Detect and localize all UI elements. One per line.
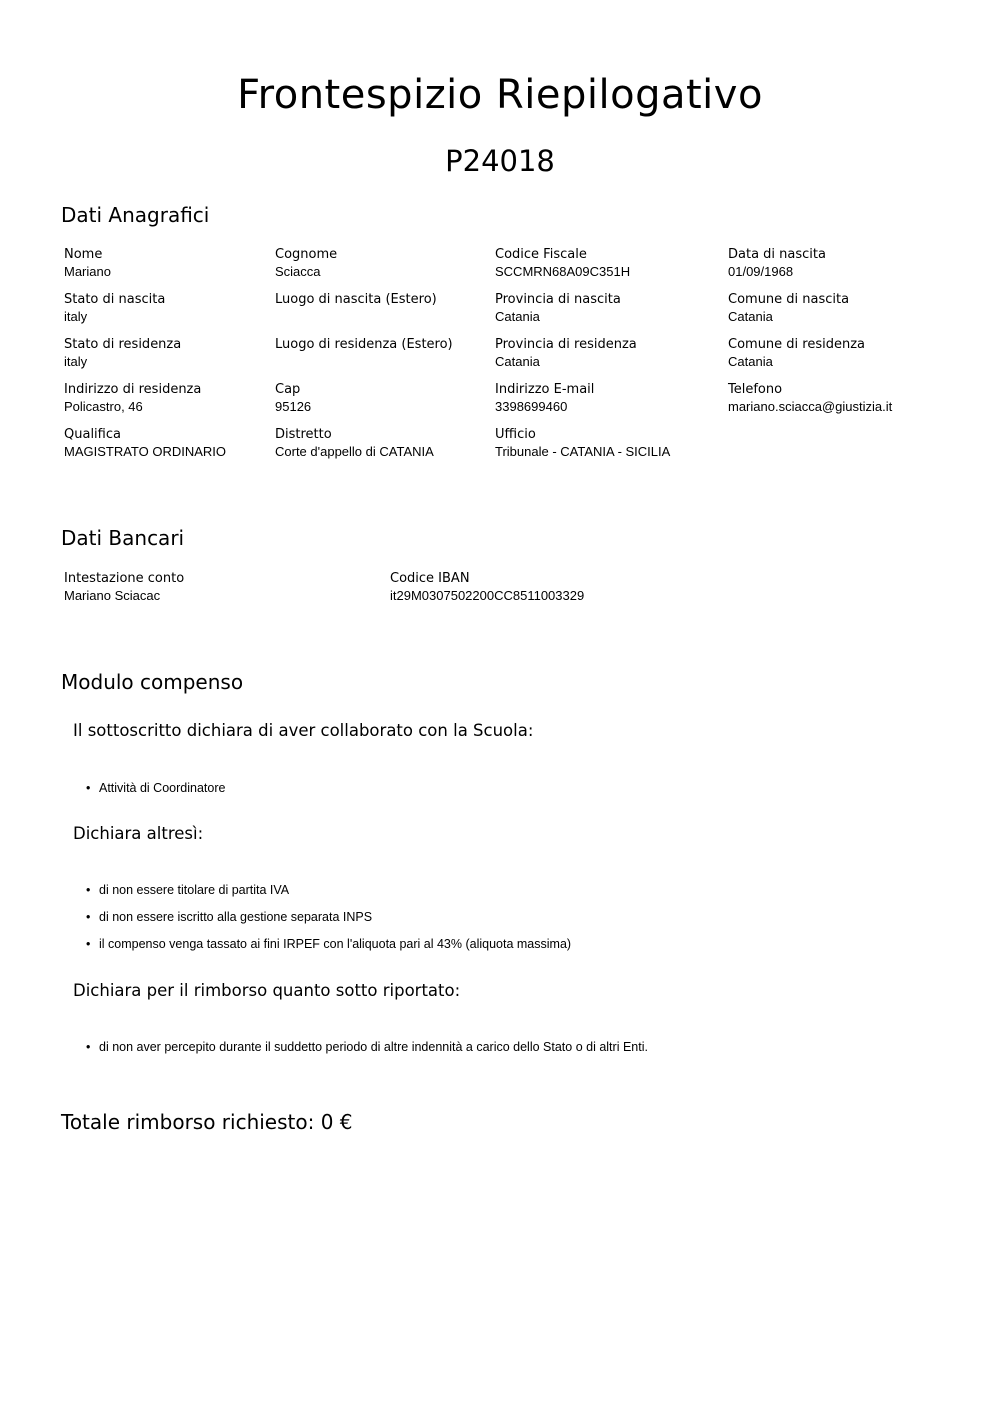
field-value: Sciacca — [275, 264, 321, 279]
field-label: Distretto — [275, 427, 332, 442]
field-label: Cap — [275, 382, 301, 397]
document-title: Frontespizio Riepilogativo — [237, 72, 763, 118]
field-qualifica — [64, 426, 226, 460]
field-email — [495, 381, 594, 415]
field-telefono — [728, 381, 892, 415]
list-item-text: di non essere iscritto alla gestione separata INPS — [99, 910, 373, 924]
rimborso-list — [86, 1039, 648, 1066]
field-label: Luogo di nascita (Estero) — [275, 292, 437, 307]
list-item — [86, 1039, 648, 1066]
field-label: Comune di nascita — [728, 292, 850, 307]
list-item-text: di non essere titolare di partita IVA — [99, 883, 290, 897]
section-title-bancari: Dati Bancari — [61, 526, 185, 550]
field-value: 95126 — [275, 399, 312, 414]
field-label: Cognome — [275, 247, 338, 262]
field-luogo-residenza-estero — [275, 336, 453, 353]
field-value: Catania — [495, 354, 540, 369]
field-label: Codice IBAN — [390, 571, 470, 586]
field-value: 3398699460 — [495, 399, 568, 414]
field-label: Intestazione conto — [64, 571, 185, 586]
field-label: Codice Fiscale — [495, 247, 587, 262]
field-stato-nascita — [64, 291, 165, 325]
field-value: Policastro, 46 — [64, 399, 143, 414]
field-label: Provincia di nascita — [495, 292, 621, 307]
bullet-icon: • — [86, 883, 91, 897]
list-item — [86, 780, 225, 807]
document-code: P24018 — [445, 144, 555, 178]
field-stato-residenza — [64, 336, 181, 370]
field-value: italy — [64, 309, 88, 324]
field-label: Luogo di residenza (Estero) — [275, 337, 453, 352]
field-ufficio — [495, 426, 670, 460]
field-comune-nascita — [728, 291, 849, 325]
collaborazione-heading: Il sottoscritto dichiara di aver collaborato con la Scuola: — [73, 721, 534, 740]
field-value: mariano.sciacca@giustizia.it — [728, 399, 893, 414]
altresi-list — [86, 882, 571, 963]
field-label: Data di nascita — [728, 247, 826, 262]
field-indirizzo-residenza — [64, 381, 201, 415]
field-label: Qualifica — [64, 427, 121, 442]
field-value: italy — [64, 354, 88, 369]
field-nome — [64, 246, 111, 280]
field-label: Stato di nascita — [64, 292, 166, 307]
field-luogo-nascita-estero — [275, 291, 437, 308]
rimborso-heading: Dichiara per il rimborso quanto sotto riportato: — [73, 981, 461, 1000]
field-label: Nome — [64, 247, 103, 262]
field-value: Catania — [728, 354, 773, 369]
field-label: Ufficio — [495, 427, 536, 442]
list-item — [86, 882, 571, 909]
field-value: Mariano — [64, 264, 111, 279]
field-label: Stato di residenza — [64, 337, 182, 352]
list-item-text: di non aver percepito durante il suddetto periodo di altre indennità a carico dello Stato o di altri Enti. — [99, 1040, 648, 1054]
list-item — [86, 936, 571, 963]
field-value: Mariano Sciacac — [64, 588, 161, 603]
field-value: SCCMRN68A09C351H — [495, 264, 631, 279]
bullet-icon: • — [86, 781, 91, 795]
bullet-icon: • — [86, 910, 91, 924]
field-comune-residenza — [728, 336, 865, 370]
field-value: Tribunale - CATANIA - SICILIA — [495, 444, 671, 459]
field-value: Corte d'appello di CATANIA — [275, 444, 434, 459]
field-label: Telefono — [728, 382, 783, 397]
list-item — [86, 909, 571, 936]
totale-rimborso: Totale rimborso richiesto: 0 € — [61, 1110, 353, 1134]
field-label: Provincia di residenza — [495, 337, 637, 352]
field-value: MAGISTRATO ORDINARIO — [64, 444, 227, 459]
list-item-text: Attività di Coordinatore — [99, 781, 226, 795]
field-codice-iban — [390, 570, 584, 604]
field-value: Catania — [495, 309, 540, 324]
field-label: Indirizzo di residenza — [64, 382, 202, 397]
field-cap — [275, 381, 311, 415]
bullet-icon: • — [86, 937, 91, 951]
field-value: Catania — [728, 309, 773, 324]
field-intestazione-conto — [64, 570, 184, 604]
section-title-anagrafici: Dati Anagrafici — [61, 203, 210, 227]
field-label: Comune di residenza — [728, 337, 866, 352]
field-value: 01/09/1968 — [728, 264, 794, 279]
field-data-nascita — [728, 246, 826, 280]
field-cognome — [275, 246, 337, 280]
section-title-compenso: Modulo compenso — [61, 670, 244, 694]
field-value: it29M0307502200CC8511003329 — [390, 588, 585, 603]
field-distretto — [275, 426, 434, 460]
field-codice-fiscale — [495, 246, 630, 280]
altresi-heading: Dichiara altresì: — [73, 824, 204, 843]
field-provincia-residenza — [495, 336, 637, 370]
bullet-icon: • — [86, 1040, 91, 1054]
collaborazione-list — [86, 780, 225, 807]
field-label: Indirizzo E-mail — [495, 382, 595, 397]
field-provincia-nascita — [495, 291, 621, 325]
list-item-text: il compenso venga tassato ai fini IRPEF con l'aliquota pari al 43% (aliquota massima) — [99, 937, 572, 951]
